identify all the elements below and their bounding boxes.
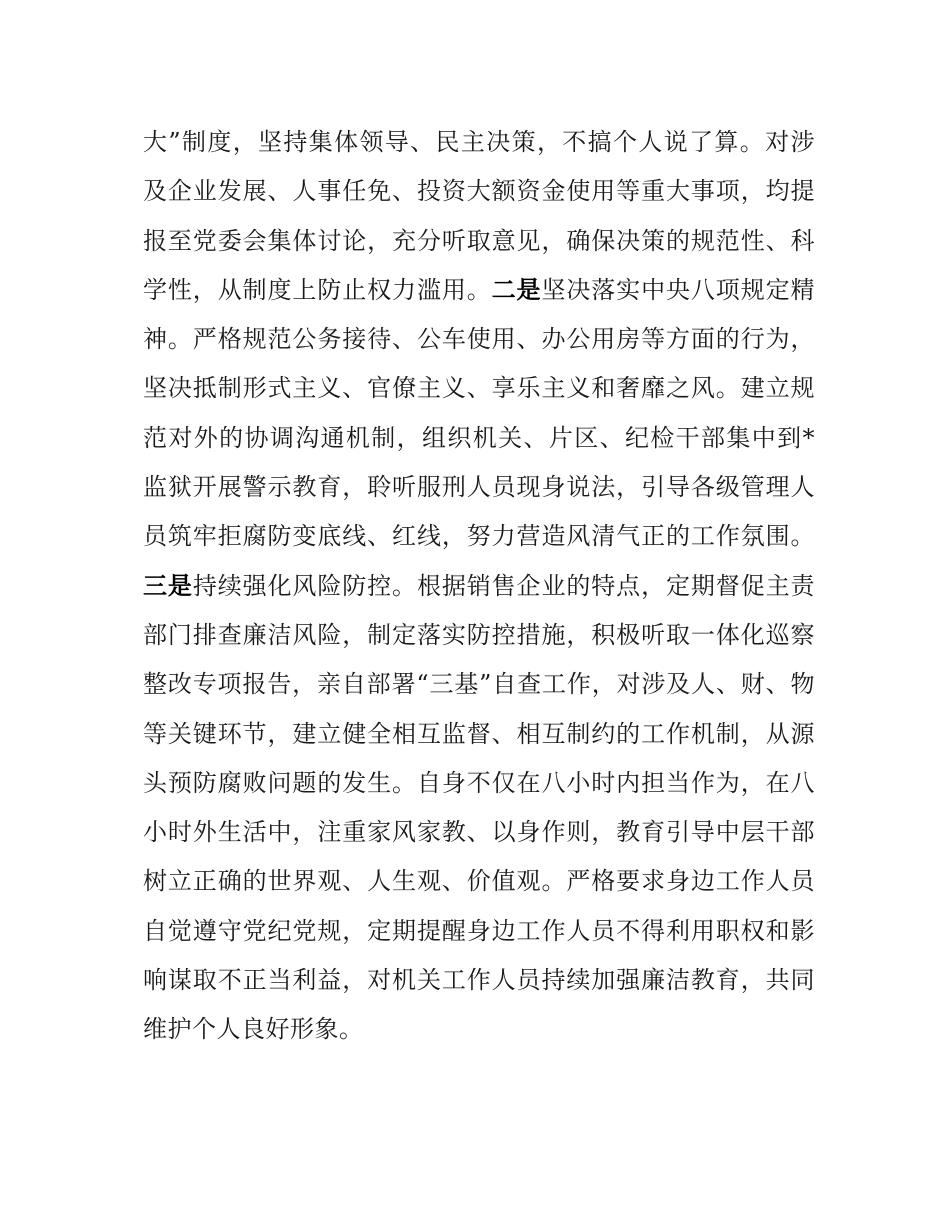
paragraph-text-part-3: 持续强化风险防控。根据销售企业的特点，定期督促主责部门排查廉洁风险，制定落实防控措施，积极听取一体化巡察整改专项报告，亲自部署“三基”自查工作，对涉及人、财、物等关键环节，建立健全相互监督、相互制约的工作机制，从源头预防腐败问题的发生。自身不仅在八小时内担当作为，在八小时外生活中，注重家风家教、以身作则，教育引导中层干部树立正确的世界观、人生观、价值观。严格要求身边工作人员自觉遵守党纪党规，定期提醒身边工作人员不得利用职权和影响谋取不正当利益，对机关工作人员持续加强廉洁教育，共同维护个人良好形象。 xyxy=(143,571,816,1044)
lead-marker-three: 三是 xyxy=(143,571,193,600)
paragraph-text-part-1: 大”制度，坚持集体领导、民主决策，不搞个人说了算。对涉及企业发展、人事任免、投资大额资金使用等重大事项，均提报至党委会集体讨论，充分听取意见，确保决策的规范性、科学性，从制度上防止权力滥用。 xyxy=(143,128,815,304)
paragraph-text-part-2: 坚决落实中央八项规定精神。严格规范公务接待、公车使用、办公用房等方面的行为，坚决抵制形式主义、官僚主义、享乐主义和奢靡之风。建立规范对外的协调沟通机制，组织机关、片区、纪检干部集中到*监狱开展警示教育，聆听服刑人员现身说法，引导各级管理人员筑牢拒腐防变底线、红线，努力营造风清气正的工作氛围。 xyxy=(143,275,816,551)
lead-marker-two: 二是 xyxy=(491,275,542,304)
body-paragraph xyxy=(143,118,815,1055)
